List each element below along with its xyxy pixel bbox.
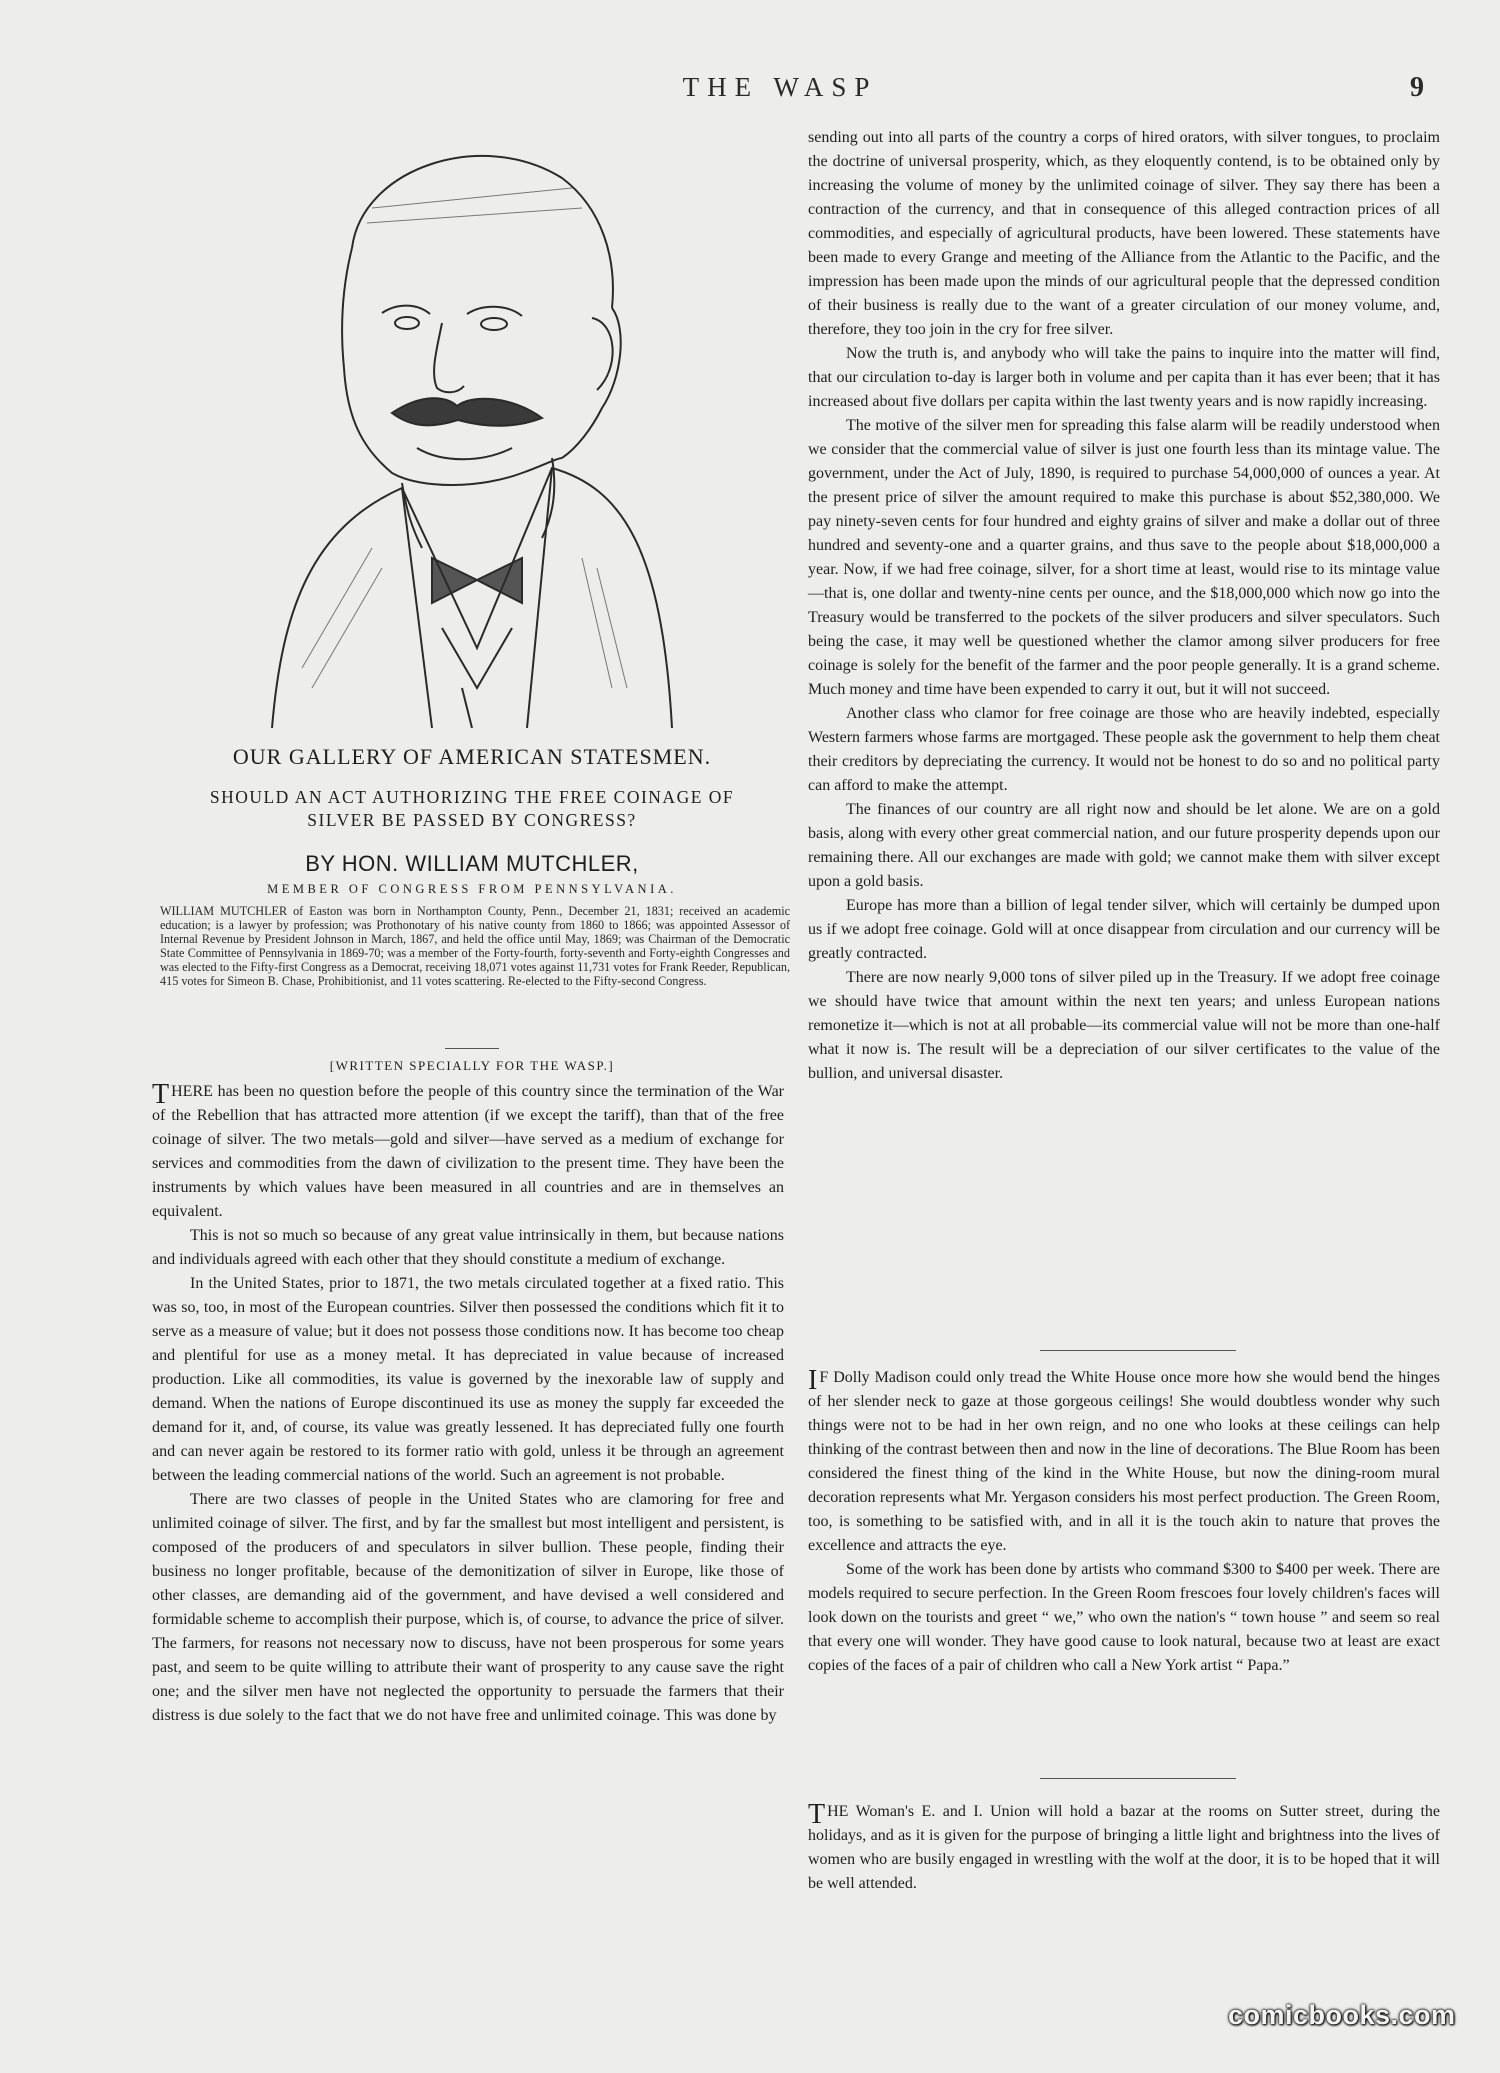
divider (445, 1048, 499, 1049)
paragraph: Some of the work has been done by artists who command $300 to $400 per week. There are models required to secure perfection. In the Green Room frescoes four lovely children's faces will look down on the tourists and greet “ we,” who own the nation's “ town house ” and seem so real that every one will wonder. They have good cause to look natural, because two at least are exact copies of the faces of a pair of children who call a New York artist “ Papa.” (808, 1561, 1440, 1674)
author-bio: WILLIAM MUTCHLER of Easton was born in Northampton County, Penn., December 21, 1831; received an academic education; is a lawyer by profession; was Prothonotary of his native county from 1860 to 1866; was appointed Assessor of Internal Revenue by President Johnson in March, 1867, and held the office until May, 1869; was Chairman of the Democratic State Committee of Pennsylvania in 1869-70; was a member of the Forty-fourth, forty-seventh and Forty-eighth Congresses and was elected to the Fifty-first Congress as a Democrat, receiving 18,071 votes against 11,731 votes for Frank Reeder, Republican, 415 votes for Simeon B. Chase, Prohibitionist, and 11 votes scattering. Re-elected to the Fifty-second Congress. (160, 904, 790, 988)
paragraph (152, 1080, 784, 1224)
gallery-title: OUR GALLERY OF AMERICAN STATESMEN. (232, 744, 712, 769)
portrait-illustration (232, 128, 692, 728)
portrait-sketch-icon (232, 128, 692, 728)
paragraph: Another class who clamor for free coinage are those who are heavily indebted, especially Western farmers whose farms are mortgaged. These people ask the government to help them cheat their creditors by depreciating the currency. It would not be honest to do so and no political party can afford to make the attempt. (808, 705, 1440, 794)
paragraph: sending out into all parts of the country a corps of hired orators, with silver tongues, to proclaim the doctrine of universal prosperity, which, as they eloquently contend, is to be obtained only by increasing the volume of money by the unlimited coinage of silver. They say there has been a contraction of the currency, and that in consequence of this alleged contraction prices of all commodities, and especially of agricultural products, have been lowered. These statements have been made to every Grange and meeting of the Alliance from the Atlantic to the Pacific, and the impression has been made upon the minds of our agricultural people that the depressed condition of their business is really due to the want of a greater circulation of our money volume, and, therefore, they too join in the cry for free silver. (808, 129, 1440, 338)
paragraph-text: HERE has been no question before the people of this country since the termination of the War of the Rebellion that has attracted more attention (if we except the tariff), than that of the free coinage of silver. The two metals—gold and silver—have served as a medium of exchange for services and commodities from the dawn of civilization to the present time. They have been the instruments by which values have been measured in all countries and are in themselves an equivalent. (152, 1083, 784, 1220)
paragraph-text: HE Woman's E. and I. Union will hold a bazar at the rooms on Sutter street, during the holidays, and as it is given for the purpose of bringing a little light and brightness into the lives of women who are busily engaged in wrestling with the wolf at the door, it is to be hoped that it will be well attended. (808, 1803, 1440, 1892)
written-note: [WRITTEN SPECIALLY FOR THE WASP.] (329, 1058, 615, 1073)
page-number: 9 (1410, 72, 1424, 103)
site-watermark: comicbooks.com (1228, 2000, 1456, 2030)
madison-item (808, 1366, 1440, 1678)
question-line-1: SHOULD AN ACT AUTHORIZING THE FREE COINAGE OF (209, 787, 735, 807)
paragraph: Europe has more than a billion of legal tender silver, which will certainly be dumped upon us if we adopt free coinage. Gold will at once disappear from circulation and our currency will be greatly contracted. (808, 897, 1440, 962)
masthead-title: THE WASP (682, 72, 878, 102)
bazaar-item (808, 1800, 1440, 1896)
question-line-2: SILVER BE PASSED BY CONGRESS? (307, 810, 637, 830)
paragraph: The motive of the silver men for spreading this false alarm will be readily understood when we consider that the commercial value of silver is just one fourth less than its mintage value. The government, under the Act of July, 1890, is required to purchase 54,000,000 of ounces a year. At the present price of silver the amount required to make this purchase is about $52,380,000. We pay ninety-seven cents for four hundred and eighty grains of silver and make a dollar out of three hundred and seventy-one and a quarter grains, and thus save to the people about $18,000,000 a year. Now, if we had free coinage, silver, for a short time at least, would rise to its mintage value—that is, one dollar and twenty-nine cents per ounce, and the $18,000,000 which now go into the Treasury would be transferred to the pockets of the silver producers and silver speculators. Such being the case, it may well be questioned whether the clamor among silver producers for free coinage is solely for the benefit of the farmer and the poor people generally. It is a grand scheme. Much money and time have been expended to carry it out, but it will not succeed. (808, 417, 1440, 698)
drop-cap: I (808, 1365, 818, 1396)
paragraph: Now the truth is, and anybody who will take the pains to inquire into the matter will find, that our circulation to-day is larger both in volume and per capita than it has ever been; that it has increased about five dollars per capita within the last twenty years and is now rapidly increasing. (808, 345, 1440, 410)
member-line: MEMBER OF CONGRESS FROM PENNSYLVANIA. (267, 882, 677, 896)
paragraph: There are now nearly 9,000 tons of silver piled up in the Treasury. If we adopt free coinage we should have twice that amount within the next ten years; and unless European nations remonetize it—which is not at all probable—its commercial value will not be more than one-half what it now is. The result will be a depreciation of our silver certificates to the value of the bullion, and universal disaster. (808, 969, 1440, 1082)
paragraph: In the United States, prior to 1871, the two metals circulated together at a fixed ratio. This was so, too, in most of the European countries. Silver then possessed the conditions which fit it to serve as a measure of value; but it does not possess those conditions now. It has become too cheap and plentiful for use as a money metal. It has depreciated in value because of increased production. Like all commodities, its value is governed by the inexorable law of supply and demand. When the nations of Europe discontinued its use as money the supply far exceeded the demand for it, and, of course, its value was greatly lessened. It has depreciated fully one fourth and can never again be restored to its former ratio with gold, unless it be through an agreement between the leading commercial nations of the world. Such an agreement is not probable. (152, 1275, 784, 1484)
byline: BY HON. WILLIAM MUTCHLER, (305, 851, 639, 876)
divider (1040, 1350, 1236, 1351)
paragraph: This is not so much so because of any great value intrinsically in them, but because nations and individuals agreed with each other that they should constitute a medium of exchange. (152, 1227, 784, 1268)
article-question (152, 786, 792, 832)
article-left-column (152, 1080, 784, 1728)
paragraph: The finances of our country are all right now and should be let alone. We are on a gold basis, along with every other great commercial nation, and our future prosperity depends upon our remaining there. All our exchanges are made with gold; we cannot make them with silver except upon a gold basis. (808, 801, 1440, 890)
article-right-column (808, 126, 1440, 1086)
divider (1040, 1778, 1236, 1779)
paragraph-text: F Dolly Madison could only tread the White House once more how she would bend the hinges of her slender neck to gaze at those gorgeous ceilings! She would doubtless wonder why such things were not to be had in her own reign, and no one who looks at these ceilings can help thinking of the contrast between then and now in the line of decorations. The Blue Room has been considered the finest thing of the kind in the White House, but now the dining-room mural decoration represents what Mr. Yergason considers his most perfect production. The Green Room, too, is something to be satisfied with, and in all it is the touch akin to nature that proves the excellence and attracts the eye. (808, 1369, 1440, 1554)
drop-cap: T (152, 1079, 170, 1110)
drop-cap: T (808, 1799, 826, 1830)
paragraph (808, 1800, 1440, 1896)
paragraph: There are two classes of people in the United States who are clamoring for free and unlimited coinage of silver. The first, and by far the smallest but most intelligent and persistent, is composed of the producers of and speculators in silver bullion. These people, finding their business no longer profitable, because of the demonitization of silver in Europe, like those of other classes, are demanding aid of the government, and have devised a well considered and formidable scheme to accomplish their purpose, which is, of course, to advance the price of silver. The farmers, for reasons not necessary now to discuss, have not been prosperous for some years past, and seem to be quite willing to attribute their want of prosperity to any cause save the right one; and the silver men have not neglected the opportunity to persuade the farmers that their distress is due solely to the fact that we do not have free and unlimited coinage. This was done by (152, 1491, 784, 1724)
paragraph (808, 1366, 1440, 1558)
